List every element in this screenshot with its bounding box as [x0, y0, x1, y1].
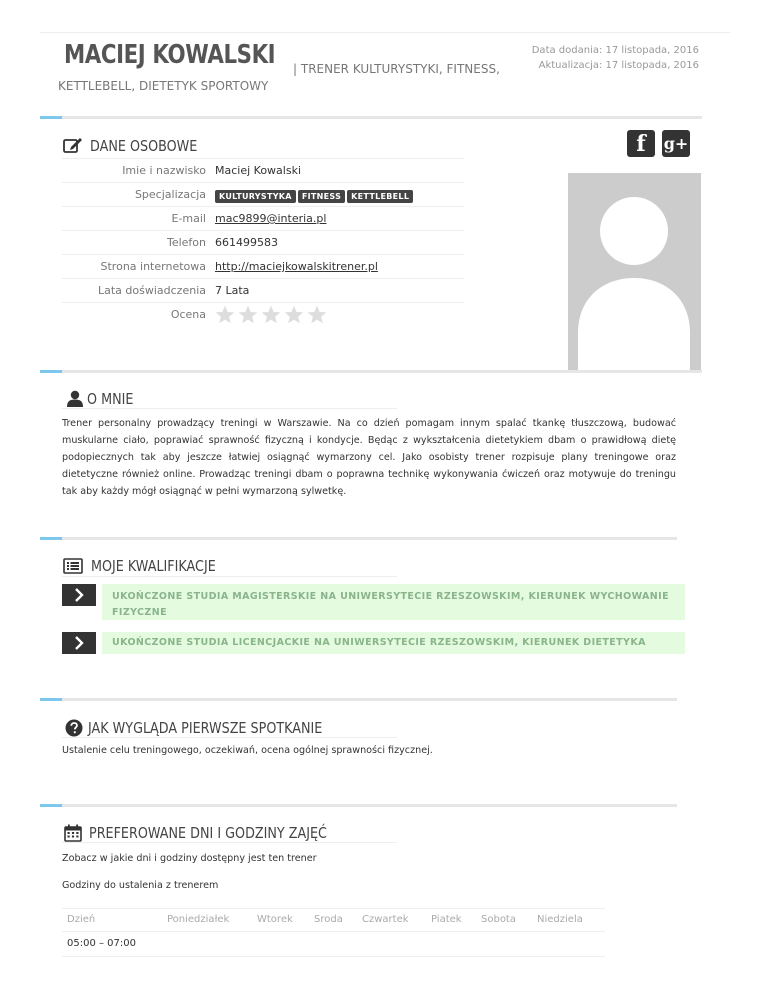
tag-kulturystyka[interactable]: KULTURYSTYKA	[215, 190, 296, 203]
section-title-first-meeting: JAK WYGLĄDA PIERWSZE SPOTKANIE	[88, 719, 323, 737]
chevron-right-icon	[62, 584, 96, 606]
rating-stars[interactable]	[215, 305, 330, 328]
info-value-name: Maciej Kowalski	[215, 164, 302, 177]
info-label: E-mail	[171, 212, 206, 225]
user-silhouette-icon	[568, 173, 701, 371]
tag-kettlebell[interactable]: KETTLEBELL	[347, 190, 413, 203]
chevron-right-icon	[62, 632, 96, 654]
email-link[interactable]: mac9899@interia.pl	[215, 212, 327, 225]
user-icon	[65, 390, 85, 408]
info-value-experience: 7 Lata	[215, 284, 250, 297]
section-title-schedule: PREFEROWANE DNI I GODZINY ZAJĘĆ	[89, 824, 327, 842]
info-row-phone	[62, 230, 464, 254]
googleplus-button[interactable]	[662, 130, 690, 157]
googleplus-icon: g+	[663, 134, 689, 153]
schedule-row	[62, 933, 605, 957]
tag-fitness[interactable]: FITNESS	[298, 190, 345, 203]
trainer-name: MACIEJ KOWALSKI	[64, 40, 276, 70]
edit-icon	[63, 136, 83, 154]
section-divider-qualifications	[40, 537, 677, 540]
qualification-item	[62, 632, 685, 654]
website-link[interactable]: http://maciejkowalskitrener.pl	[215, 260, 378, 273]
section-title-underline	[62, 737, 397, 738]
list-icon	[63, 557, 83, 575]
star-icon[interactable]	[284, 305, 304, 325]
schedule-col-wednesday: Sroda	[314, 914, 343, 925]
section-title-about: O MNIE	[87, 390, 134, 408]
date-updated: Aktualizacja: 17 listopada, 2016	[538, 60, 699, 71]
trainer-subtitle-continued: KETTLEBELL, DIETETYK SPORTOWY	[58, 79, 269, 93]
header-top-line	[40, 32, 730, 33]
schedule-intro: Zobacz w jakie dni i godziny dostępny jest ten trener	[62, 853, 317, 864]
facebook-icon: f	[636, 131, 646, 157]
calendar-icon	[63, 824, 83, 842]
info-row-website	[62, 254, 464, 278]
section-title-underline	[62, 576, 397, 577]
specialization-tags	[215, 189, 415, 203]
section-divider-schedule	[40, 804, 677, 807]
info-label: Telefon	[166, 236, 206, 249]
info-row-specialization	[62, 182, 464, 206]
dates-block	[532, 43, 699, 73]
info-label: Imie i nazwisko	[122, 164, 206, 177]
info-label: Strona internetowa	[100, 260, 206, 273]
star-icon[interactable]	[238, 305, 258, 325]
info-value-phone: 661499583	[215, 236, 278, 249]
section-title-underline	[62, 408, 397, 409]
section-title-qualifications: MOJE KWALIFIKACJE	[91, 557, 216, 575]
qualification-text: UKOŃCZONE STUDIA LICENCJACKIE NA UNIWERSYTECIE RZESZOWSKIM, KIERUNEK DIETETYKA	[102, 632, 685, 654]
info-row-experience	[62, 278, 464, 302]
info-row-rating	[62, 302, 464, 326]
schedule-col-thursday: Czwartek	[362, 914, 409, 925]
section-divider-about	[40, 370, 702, 373]
info-label: Ocena	[170, 308, 206, 321]
section-title-underline	[62, 842, 397, 843]
schedule-col-saturday: Sobota	[481, 914, 516, 925]
star-icon[interactable]	[261, 305, 281, 325]
star-icon[interactable]	[215, 305, 235, 325]
about-text: Trener personalny prowadzący treningi w Warszawie. Na co dzień pomagam innym spalać tkankę tłuszczową, budować muskularne ciało, poprawiać sprawność fizyczną i kondycje. Będąc z wykształcenia dietetykiem dbam o prawidłową dietę podopiecznych tak aby jeszcze łatwiej osiągnąć wymarzony cel. Jako osobisty trener rozpisuje plany treningowe oraz dietetyczne również online. Prowadząc treningi dbam o poprawna technikę wykonywania ćwiczeń oraz motywuje do treningu tak aby każdy mógł osiągnąć w pełni wymarzoną sylwetkę.	[62, 418, 676, 497]
avatar	[568, 173, 701, 371]
section-divider-personal	[40, 116, 702, 119]
date-added: Data dodania: 17 listopada, 2016	[531, 45, 699, 56]
info-label: Specjalizacja	[134, 188, 206, 201]
section-divider-first-meeting	[40, 698, 677, 701]
trainer-subtitle: | TRENER KULTURYSTYKI, FITNESS,	[293, 62, 500, 76]
facebook-button[interactable]	[627, 130, 655, 157]
star-icon[interactable]	[307, 305, 327, 325]
info-label: Lata doświadczenia	[98, 284, 206, 297]
schedule-col-sunday: Niedziela	[537, 914, 583, 925]
schedule-time: 05:00 – 07:00	[67, 938, 136, 949]
qualification-item	[62, 584, 685, 622]
schedule-header-row	[62, 908, 605, 932]
first-meeting-text: Ustalenie celu treningowego, oczekiwań, ocena ogólnej sprawności fizycznej.	[62, 745, 433, 756]
schedule-note: Godziny do ustalenia z trenerem	[62, 880, 219, 891]
section-title-personal: DANE OSOBOWE	[90, 137, 198, 155]
schedule-col-tuesday: Wtorek	[257, 914, 293, 925]
info-row-email	[62, 206, 464, 230]
info-row-name	[62, 158, 464, 182]
schedule-col-day: Dzień	[67, 914, 96, 925]
schedule-col-monday: Poniedziałek	[167, 914, 230, 925]
schedule-col-friday: Piatek	[431, 914, 462, 925]
qualification-text: UKOŃCZONE STUDIA MAGISTERSKIE NA UNIWERSYTECIE RZESZOWSKIM, KIERUNEK WYCHOWANIE FIZYCZNE	[102, 584, 685, 620]
question-circle-icon	[64, 719, 84, 737]
